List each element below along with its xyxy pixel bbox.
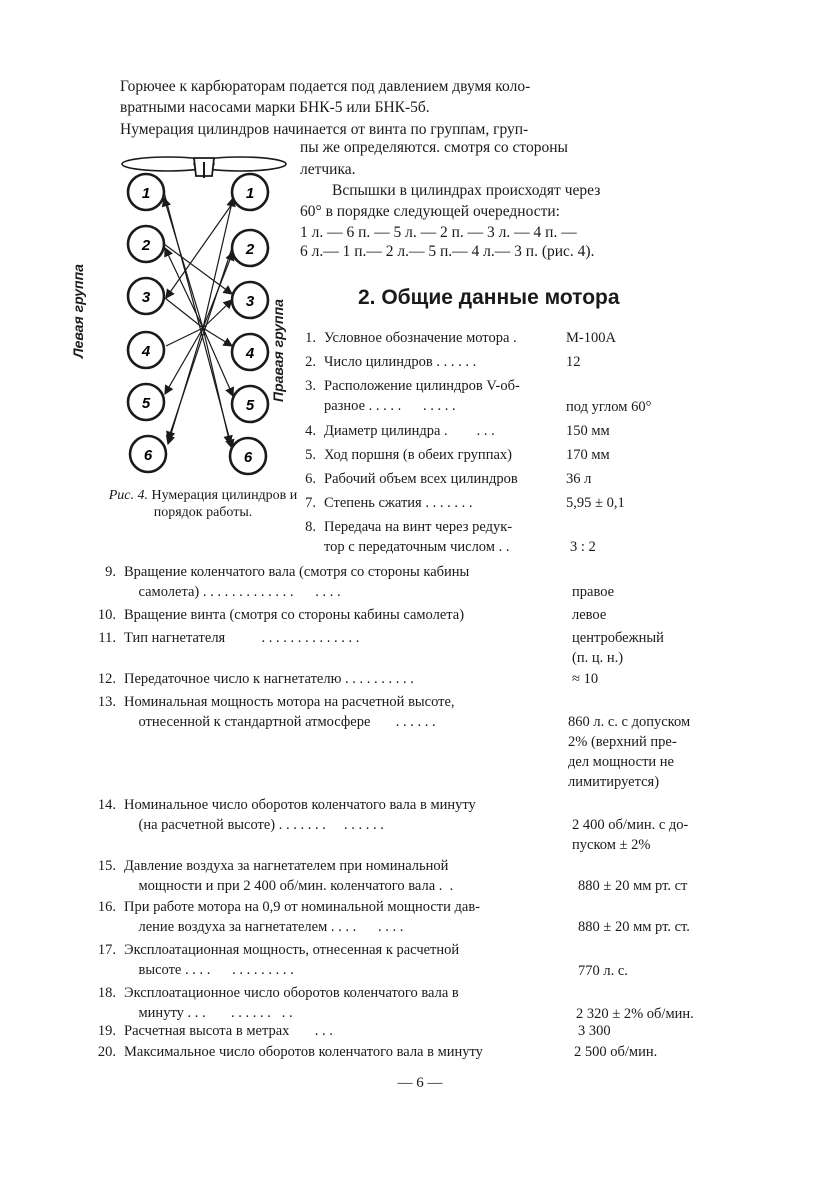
intro-line-6: Вспышки в цилиндрах происходят через [332,182,601,199]
left-group-label: Левая группа [70,264,86,358]
spec-num: 2. [305,354,316,370]
spec-value: 3 300 [578,1023,611,1039]
spec-num: 3. [305,378,316,394]
spec-num: 13. [97,694,116,710]
spec-label: Степень сжатия . . . . . . . [324,495,473,511]
spec-num: 11. [98,630,116,646]
figure-caption [108,487,298,521]
spec-label: Диаметр цилиндра . . . . [324,423,495,439]
spec-value: 170 мм [566,447,610,463]
left-cylinder-group [128,174,166,472]
intro-line-3: Нумерация цилиндров начинается от винта по группам, груп- [120,121,529,138]
left-cyl-2: 2 [141,237,151,254]
spec-label: Эксплоатационная мощность, отнесенная к расчетной высоте . . . . . . . . . . . . . [124,942,460,978]
spec-value: 2 500 об/мин. [574,1044,658,1060]
spec-num: 15. [97,858,116,874]
spec-value: 36 л [566,471,592,487]
right-cyl-2: 2 [245,241,255,258]
left-cyl-4: 4 [141,343,151,360]
spec-num: 9. [105,564,116,580]
spec-value: 860 л. с. с допуском 2% (верхний пре- дел мощности не лимитируется) [568,714,691,790]
spec-num: 7. [305,495,316,511]
spec-num: 8. [305,519,316,535]
right-cyl-4: 4 [245,345,255,362]
spec-value: под углом 60° [566,399,652,415]
figure-caption-label: Рис. 4. [108,488,148,503]
spec-label: Условное обозначение мотора . [324,330,517,346]
spec-value: 2 400 об/мин. с до- пуском ± 2% [572,817,689,853]
right-cyl-6: 6 [243,449,253,466]
spec-num: 17. [97,942,116,958]
spec-value: центробежный (п. ц. н.) [572,630,664,666]
spec-label: Эксплоатационное число оборотов коленчатого вала в минуту . . . . . . . . . . . [124,985,459,1021]
spec-label: Максимальное число оборотов коленчатого вала в минуту [124,1044,483,1060]
spec-label: При работе мотора на 0,9 от номинальной мощности дав- ление воздуха за нагнетателем . . . . . . . . [124,899,481,935]
spec-value: 2 320 ± 2% об/мин. [576,1006,694,1022]
intro-line-5: летчика. [300,161,356,178]
spec-num: 12. [97,671,116,687]
right-cylinder-group [230,174,268,474]
left-cyl-5: 5 [141,395,151,412]
spec-label: Номинальная мощность мотора на расчетной высоте, отнесенной к стандартной атмосфере . . . . . . [124,694,455,730]
left-cyl-6: 6 [143,447,153,464]
spec-label: Вращение коленчатого вала (смотря со стороны кабины самолета) . . . . . . . . . . . . . . . . . [124,564,470,600]
intro-line-1: Горючее к карбюраторам подается под давлением двумя коло- [120,78,531,95]
spec-label: Ход поршня (в обеих группах) [324,447,512,463]
page-number: — 6 — [397,1075,443,1091]
spec-num: 5. [305,447,316,463]
spec-value: 5,95 ± 0,1 [566,495,625,511]
spec-label: Передаточное число к нагнетателю . . . . . . . . . . [124,671,414,687]
spec-row-1 [0,328,840,348]
figure-caption-text: Нумерация цилиндров и порядок работы. [151,488,298,520]
spec-num: 16. [97,899,116,915]
spec-value: ≈ 10 [572,671,599,687]
spec-value: левое [572,607,607,623]
spec-label: Расположение цилиндров V-об- разное . . . . . . . . . . [324,378,520,414]
spec-label: Тип нагнетателя . . . . . . . . . . . . . . [124,630,360,646]
intro-line-8: 1 л. — 6 п. — 5 л. — 2 п. — 3 л. — 4 п. — [300,224,577,241]
spec-num: 20. [97,1044,116,1060]
right-cyl-5: 5 [245,397,255,414]
intro-line-4: пы же определяются. смотря со стороны [300,139,568,156]
spec-value: 880 ± 20 мм рт. ст [578,878,688,894]
spec-num: 6. [305,471,316,487]
spec-num: 14. [97,797,116,813]
section-title: 2. Общие данные мотора [358,286,620,309]
left-cyl-3: 3 [141,289,151,306]
spec-num: 10. [97,607,116,623]
spec-num: 4. [305,423,316,439]
spec-value: 150 мм [566,423,610,439]
spec-value: 770 л. с. [578,963,628,979]
left-cyl-1: 1 [141,185,151,202]
intro-line-2: вратными насосами марки БНК-5 или БНК-5б. [120,99,430,116]
spec-label: Номинальное число оборотов коленчатого вала в минуту (на расчетной высоте) . . . . . . . . . . . . . [124,797,476,833]
intro-line-9: 6 л.— 1 п.— 2 л.— 5 п.— 4 л.— 3 п. (рис. 4). [300,243,595,260]
spec-value: М-100А [566,330,616,346]
spec-value: правое [572,584,615,600]
spec-value: 12 [566,354,581,370]
spec-value: 3 : 2 [570,539,596,555]
spec-num: 18. [97,985,116,1001]
spec-value: 880 ± 20 мм рт. ст. [578,919,690,935]
intro-line-7: 60° в порядке следующей очередности: [300,203,560,220]
right-cyl-3: 3 [245,293,255,310]
spec-label: Вращение винта (смотря со стороны кабины самолета) [124,607,465,623]
right-cyl-1: 1 [245,185,255,202]
spec-num: 19. [97,1023,116,1039]
spec-label: Передача на винт через редук- тор с передаточным числом . . [324,519,513,555]
spec-label: Расчетная высота в метрах . . . [124,1023,333,1039]
spec-num: 1. [305,330,316,346]
spec-label: Число цилиндров . . . . . . [324,354,477,370]
right-group-label: Правая группа [270,299,286,402]
spec-label: Рабочий объем всех цилиндров [324,471,518,487]
spec-label: Давление воздуха за нагнетателем при номинальной мощности и при 2 400 об/мин. коленчатого вала . . [124,858,454,894]
